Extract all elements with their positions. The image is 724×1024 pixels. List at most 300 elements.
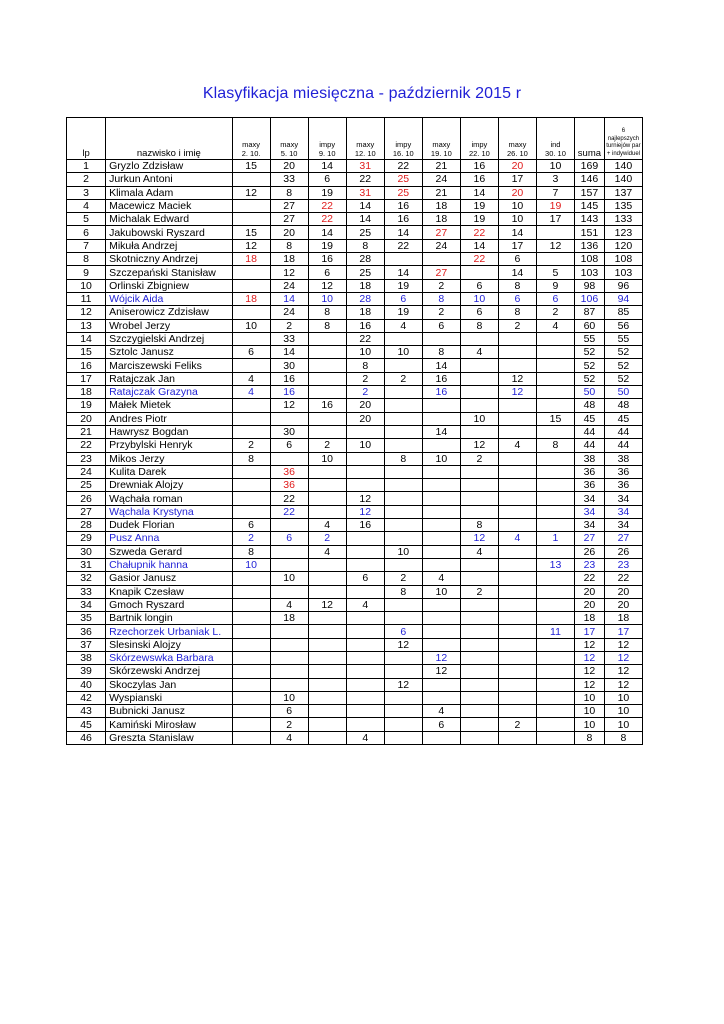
cell-score: 18 — [270, 253, 308, 266]
cell-best: 36 — [604, 479, 642, 492]
cell-score — [460, 572, 498, 585]
cell-score — [536, 346, 574, 359]
cell-score — [460, 425, 498, 438]
cell-score: 15 — [232, 160, 270, 173]
cell-score — [232, 173, 270, 186]
cell-score — [384, 386, 422, 399]
cell-suma: 34 — [575, 519, 605, 532]
cell-score — [346, 651, 384, 664]
cell-suma: 145 — [575, 199, 605, 212]
table-row — [67, 651, 643, 664]
cell-score: 2 — [384, 572, 422, 585]
cell-score: 5 — [536, 266, 574, 279]
cell-score: 2 — [308, 439, 346, 452]
cell-score — [384, 731, 422, 744]
cell-score: 4 — [308, 545, 346, 558]
cell-lp: 11 — [67, 292, 106, 305]
cell-name: Dudek Florian — [106, 519, 233, 532]
cell-name: Gmoch Ryszard — [106, 598, 233, 611]
cell-score — [536, 452, 574, 465]
cell-suma: 12 — [575, 665, 605, 678]
cell-score — [270, 638, 308, 651]
cell-score: 6 — [498, 253, 536, 266]
cell-score — [498, 479, 536, 492]
cell-score — [232, 279, 270, 292]
cell-best: 85 — [604, 306, 642, 319]
cell-lp: 12 — [67, 306, 106, 319]
cell-score — [460, 705, 498, 718]
table-row — [67, 665, 643, 678]
cell-score: 20 — [346, 412, 384, 425]
cell-score — [498, 705, 536, 718]
cell-name: Greszta Stanislaw — [106, 731, 233, 744]
cell-name: Sztolc Janusz — [106, 346, 233, 359]
cell-score — [422, 465, 460, 478]
table-row — [67, 372, 643, 385]
cell-score — [498, 545, 536, 558]
cell-lp: 10 — [67, 279, 106, 292]
table-row — [67, 558, 643, 571]
cell-score: 10 — [536, 160, 574, 173]
cell-score — [270, 558, 308, 571]
cell-name: Jurkun Antoni — [106, 173, 233, 186]
cell-score — [308, 346, 346, 359]
cell-score: 2 — [308, 532, 346, 545]
cell-score — [232, 266, 270, 279]
cell-lp: 42 — [67, 691, 106, 704]
cell-score: 14 — [308, 226, 346, 239]
column-header-event: impy 9. 10 — [308, 118, 346, 160]
cell-score: 27 — [270, 199, 308, 212]
cell-score — [422, 332, 460, 345]
cell-score — [308, 479, 346, 492]
cell-suma: 44 — [575, 439, 605, 452]
cell-score — [346, 545, 384, 558]
cell-lp: 28 — [67, 519, 106, 532]
table-row — [67, 572, 643, 585]
cell-score: 18 — [422, 199, 460, 212]
cell-score — [346, 678, 384, 691]
cell-score: 6 — [232, 346, 270, 359]
cell-lp: 17 — [67, 372, 106, 385]
cell-score — [308, 412, 346, 425]
cell-score — [308, 638, 346, 651]
cell-score — [460, 266, 498, 279]
cell-score — [460, 372, 498, 385]
column-header-event: impy 22. 10 — [460, 118, 498, 160]
table-row — [67, 160, 643, 173]
cell-score: 8 — [308, 319, 346, 332]
cell-score: 25 — [346, 266, 384, 279]
cell-score — [536, 731, 574, 744]
cell-score — [536, 226, 574, 239]
cell-name: Skórzewswka Barbara — [106, 651, 233, 664]
cell-score — [422, 253, 460, 266]
cell-suma: 12 — [575, 651, 605, 664]
table-row — [67, 705, 643, 718]
table-row — [67, 625, 643, 638]
cell-score: 12 — [270, 266, 308, 279]
cell-lp: 23 — [67, 452, 106, 465]
cell-score: 12 — [498, 372, 536, 385]
cell-score — [384, 412, 422, 425]
cell-score — [232, 505, 270, 518]
cell-lp: 16 — [67, 359, 106, 372]
cell-score: 8 — [346, 239, 384, 252]
cell-score: 22 — [384, 160, 422, 173]
cell-best: 20 — [604, 598, 642, 611]
cell-name: Przybylski Henryk — [106, 439, 233, 452]
cell-score — [232, 572, 270, 585]
cell-score — [536, 638, 574, 651]
cell-score — [346, 465, 384, 478]
page-title: Klasyfikacja miesięczna - październik 2015 r — [202, 85, 522, 102]
cell-score — [498, 691, 536, 704]
cell-best: 27 — [604, 532, 642, 545]
cell-score: 16 — [384, 199, 422, 212]
cell-suma: 52 — [575, 359, 605, 372]
table-row — [67, 213, 643, 226]
cell-score — [536, 545, 574, 558]
cell-score — [270, 625, 308, 638]
cell-score — [536, 372, 574, 385]
cell-lp: 1 — [67, 160, 106, 173]
cell-name: Szczepański Stanisław — [106, 266, 233, 279]
table-row — [67, 519, 643, 532]
cell-score — [498, 452, 536, 465]
cell-best: 12 — [604, 651, 642, 664]
cell-score — [498, 346, 536, 359]
table-row — [67, 186, 643, 199]
cell-score: 33 — [270, 332, 308, 345]
cell-score: 14 — [270, 292, 308, 305]
cell-lp: 9 — [67, 266, 106, 279]
cell-score: 14 — [384, 266, 422, 279]
cell-score — [384, 359, 422, 372]
table-row — [67, 465, 643, 478]
cell-score — [460, 731, 498, 744]
cell-score — [384, 465, 422, 478]
cell-lp: 27 — [67, 505, 106, 518]
cell-score — [536, 665, 574, 678]
cell-score — [308, 386, 346, 399]
cell-score: 7 — [536, 186, 574, 199]
cell-score — [498, 359, 536, 372]
cell-score: 6 — [384, 292, 422, 305]
cell-name: Ratajczak Jan — [106, 372, 233, 385]
cell-score: 2 — [422, 279, 460, 292]
cell-score: 2 — [270, 718, 308, 731]
cell-score: 2 — [498, 319, 536, 332]
cell-score — [232, 332, 270, 345]
cell-score — [460, 479, 498, 492]
cell-score — [384, 425, 422, 438]
cell-best: 12 — [604, 678, 642, 691]
cell-score: 36 — [270, 465, 308, 478]
cell-score — [536, 691, 574, 704]
cell-best: 55 — [604, 332, 642, 345]
column-header-event: ind 30. 10 — [536, 118, 574, 160]
cell-score: 12 — [460, 439, 498, 452]
cell-score — [346, 558, 384, 571]
cell-score — [498, 572, 536, 585]
cell-score — [384, 705, 422, 718]
cell-score: 4 — [346, 598, 384, 611]
cell-score: 28 — [346, 253, 384, 266]
cell-score: 24 — [422, 173, 460, 186]
cell-best: 120 — [604, 239, 642, 252]
cell-score: 2 — [232, 439, 270, 452]
table-row — [67, 505, 643, 518]
cell-score: 2 — [384, 372, 422, 385]
cell-score — [346, 452, 384, 465]
cell-score — [308, 651, 346, 664]
cell-suma: 10 — [575, 718, 605, 731]
cell-lp: 24 — [67, 465, 106, 478]
cell-best: 52 — [604, 372, 642, 385]
cell-score: 16 — [460, 160, 498, 173]
cell-name: Mikuła Andrzej — [106, 239, 233, 252]
cell-lp: 31 — [67, 558, 106, 571]
cell-score: 17 — [536, 213, 574, 226]
cell-score: 10 — [460, 412, 498, 425]
cell-score: 15 — [232, 226, 270, 239]
cell-best: 20 — [604, 585, 642, 598]
table-body — [67, 160, 643, 745]
cell-suma: 98 — [575, 279, 605, 292]
cell-best: 140 — [604, 173, 642, 186]
cell-score: 12 — [384, 638, 422, 651]
cell-suma: 103 — [575, 266, 605, 279]
cell-score: 30 — [270, 425, 308, 438]
cell-score — [498, 412, 536, 425]
cell-score — [384, 598, 422, 611]
cell-best: 12 — [604, 665, 642, 678]
cell-name: Szczygielski Andrzej — [106, 332, 233, 345]
cell-score: 15 — [536, 412, 574, 425]
cell-score: 8 — [460, 319, 498, 332]
cell-score — [536, 572, 574, 585]
cell-score — [270, 585, 308, 598]
cell-score — [498, 731, 536, 744]
cell-score: 16 — [308, 399, 346, 412]
cell-score — [536, 359, 574, 372]
cell-score — [308, 558, 346, 571]
cell-score — [308, 492, 346, 505]
cell-suma: 45 — [575, 412, 605, 425]
cell-score — [498, 399, 536, 412]
cell-score — [232, 678, 270, 691]
cell-score: 16 — [422, 372, 460, 385]
cell-score — [498, 678, 536, 691]
cell-name: Mikos Jerzy — [106, 452, 233, 465]
cell-best: 18 — [604, 612, 642, 625]
cell-lp: 26 — [67, 492, 106, 505]
cell-score: 14 — [308, 160, 346, 173]
cell-score — [384, 612, 422, 625]
cell-suma: 26 — [575, 545, 605, 558]
cell-name: Pusz Anna — [106, 532, 233, 545]
cell-score — [232, 625, 270, 638]
cell-score — [460, 598, 498, 611]
cell-name: Aniserowicz Zdzisław — [106, 306, 233, 319]
cell-score: 8 — [308, 306, 346, 319]
cell-suma: 48 — [575, 399, 605, 412]
cell-score: 14 — [460, 186, 498, 199]
cell-score — [536, 253, 574, 266]
cell-score: 19 — [308, 186, 346, 199]
cell-score — [536, 386, 574, 399]
cell-score — [536, 425, 574, 438]
cell-lp: 34 — [67, 598, 106, 611]
cell-score: 21 — [422, 160, 460, 173]
cell-score — [536, 598, 574, 611]
cell-score — [460, 465, 498, 478]
cell-score: 12 — [422, 665, 460, 678]
table-row — [67, 718, 643, 731]
cell-score: 10 — [422, 585, 460, 598]
table-row — [67, 585, 643, 598]
cell-best: 48 — [604, 399, 642, 412]
table-row — [67, 425, 643, 438]
cell-score: 10 — [308, 452, 346, 465]
cell-score: 3 — [536, 173, 574, 186]
cell-score — [422, 691, 460, 704]
cell-score — [384, 718, 422, 731]
cell-name: Ratajczak Grazyna — [106, 386, 233, 399]
cell-score — [498, 558, 536, 571]
cell-score: 24 — [270, 306, 308, 319]
cell-score — [422, 532, 460, 545]
cell-lp: 3 — [67, 186, 106, 199]
cell-score — [346, 425, 384, 438]
cell-lp: 8 — [67, 253, 106, 266]
cell-score: 8 — [270, 239, 308, 252]
cell-score — [460, 691, 498, 704]
cell-score: 2 — [536, 306, 574, 319]
cell-score: 12 — [460, 532, 498, 545]
cell-suma: 106 — [575, 292, 605, 305]
cell-best: 34 — [604, 505, 642, 518]
cell-suma: 143 — [575, 213, 605, 226]
cell-score: 19 — [384, 306, 422, 319]
cell-score — [422, 505, 460, 518]
cell-score — [232, 359, 270, 372]
cell-score — [536, 651, 574, 664]
cell-name: Gryzlo Zdzisław — [106, 160, 233, 173]
cell-score: 14 — [346, 213, 384, 226]
cell-score — [460, 718, 498, 731]
cell-score — [232, 718, 270, 731]
cell-score: 19 — [460, 199, 498, 212]
cell-score: 4 — [232, 372, 270, 385]
cell-score — [232, 479, 270, 492]
cell-score — [308, 731, 346, 744]
cell-best: 45 — [604, 412, 642, 425]
cell-score — [384, 332, 422, 345]
cell-score: 1 — [536, 532, 574, 545]
cell-lp: 6 — [67, 226, 106, 239]
cell-score: 18 — [232, 292, 270, 305]
cell-lp: 21 — [67, 425, 106, 438]
column-header-name: nazwisko i imię — [106, 118, 233, 160]
cell-score — [384, 691, 422, 704]
table-row — [67, 239, 643, 252]
cell-score — [384, 399, 422, 412]
cell-lp: 32 — [67, 572, 106, 585]
cell-score: 8 — [422, 292, 460, 305]
cell-score: 6 — [270, 705, 308, 718]
cell-score — [498, 425, 536, 438]
cell-score — [422, 612, 460, 625]
cell-suma: 44 — [575, 425, 605, 438]
cell-lp: 39 — [67, 665, 106, 678]
cell-suma: 87 — [575, 306, 605, 319]
cell-score — [232, 638, 270, 651]
cell-score — [498, 638, 536, 651]
cell-score — [384, 532, 422, 545]
cell-score: 20 — [270, 160, 308, 173]
cell-best: 52 — [604, 346, 642, 359]
cell-score: 17 — [498, 239, 536, 252]
cell-score — [384, 665, 422, 678]
cell-score: 14 — [270, 346, 308, 359]
cell-score: 30 — [270, 359, 308, 372]
cell-score: 14 — [498, 226, 536, 239]
cell-lp: 4 — [67, 199, 106, 212]
cell-score: 25 — [346, 226, 384, 239]
cell-suma: 157 — [575, 186, 605, 199]
cell-name: Michalak Edward — [106, 213, 233, 226]
cell-score — [308, 718, 346, 731]
cell-name: Drewniak Alojzy — [106, 479, 233, 492]
cell-score: 10 — [460, 292, 498, 305]
cell-score — [346, 612, 384, 625]
cell-score — [346, 585, 384, 598]
cell-best: 23 — [604, 558, 642, 571]
cell-best: 12 — [604, 638, 642, 651]
cell-score: 6 — [308, 173, 346, 186]
cell-score: 2 — [346, 386, 384, 399]
cell-name: Orlinski Zbigniew — [106, 279, 233, 292]
cell-score — [422, 638, 460, 651]
cell-score: 16 — [460, 173, 498, 186]
cell-score: 16 — [422, 386, 460, 399]
cell-score: 6 — [270, 532, 308, 545]
cell-score: 9 — [536, 279, 574, 292]
cell-best: 26 — [604, 545, 642, 558]
column-header-suma: suma — [575, 118, 605, 160]
cell-score — [498, 465, 536, 478]
column-header-event: maxy 5. 10 — [270, 118, 308, 160]
cell-score: 8 — [384, 585, 422, 598]
cell-score — [498, 505, 536, 518]
cell-score: 17 — [498, 173, 536, 186]
cell-score: 2 — [232, 532, 270, 545]
cell-best: 137 — [604, 186, 642, 199]
table-row — [67, 399, 643, 412]
cell-name: Małek Mietek — [106, 399, 233, 412]
cell-score: 10 — [346, 439, 384, 452]
cell-suma: 34 — [575, 505, 605, 518]
cell-score: 31 — [346, 160, 384, 173]
cell-score — [536, 585, 574, 598]
table-row — [67, 319, 643, 332]
cell-score: 16 — [346, 519, 384, 532]
cell-score: 19 — [460, 213, 498, 226]
cell-score — [460, 558, 498, 571]
cell-score — [460, 638, 498, 651]
